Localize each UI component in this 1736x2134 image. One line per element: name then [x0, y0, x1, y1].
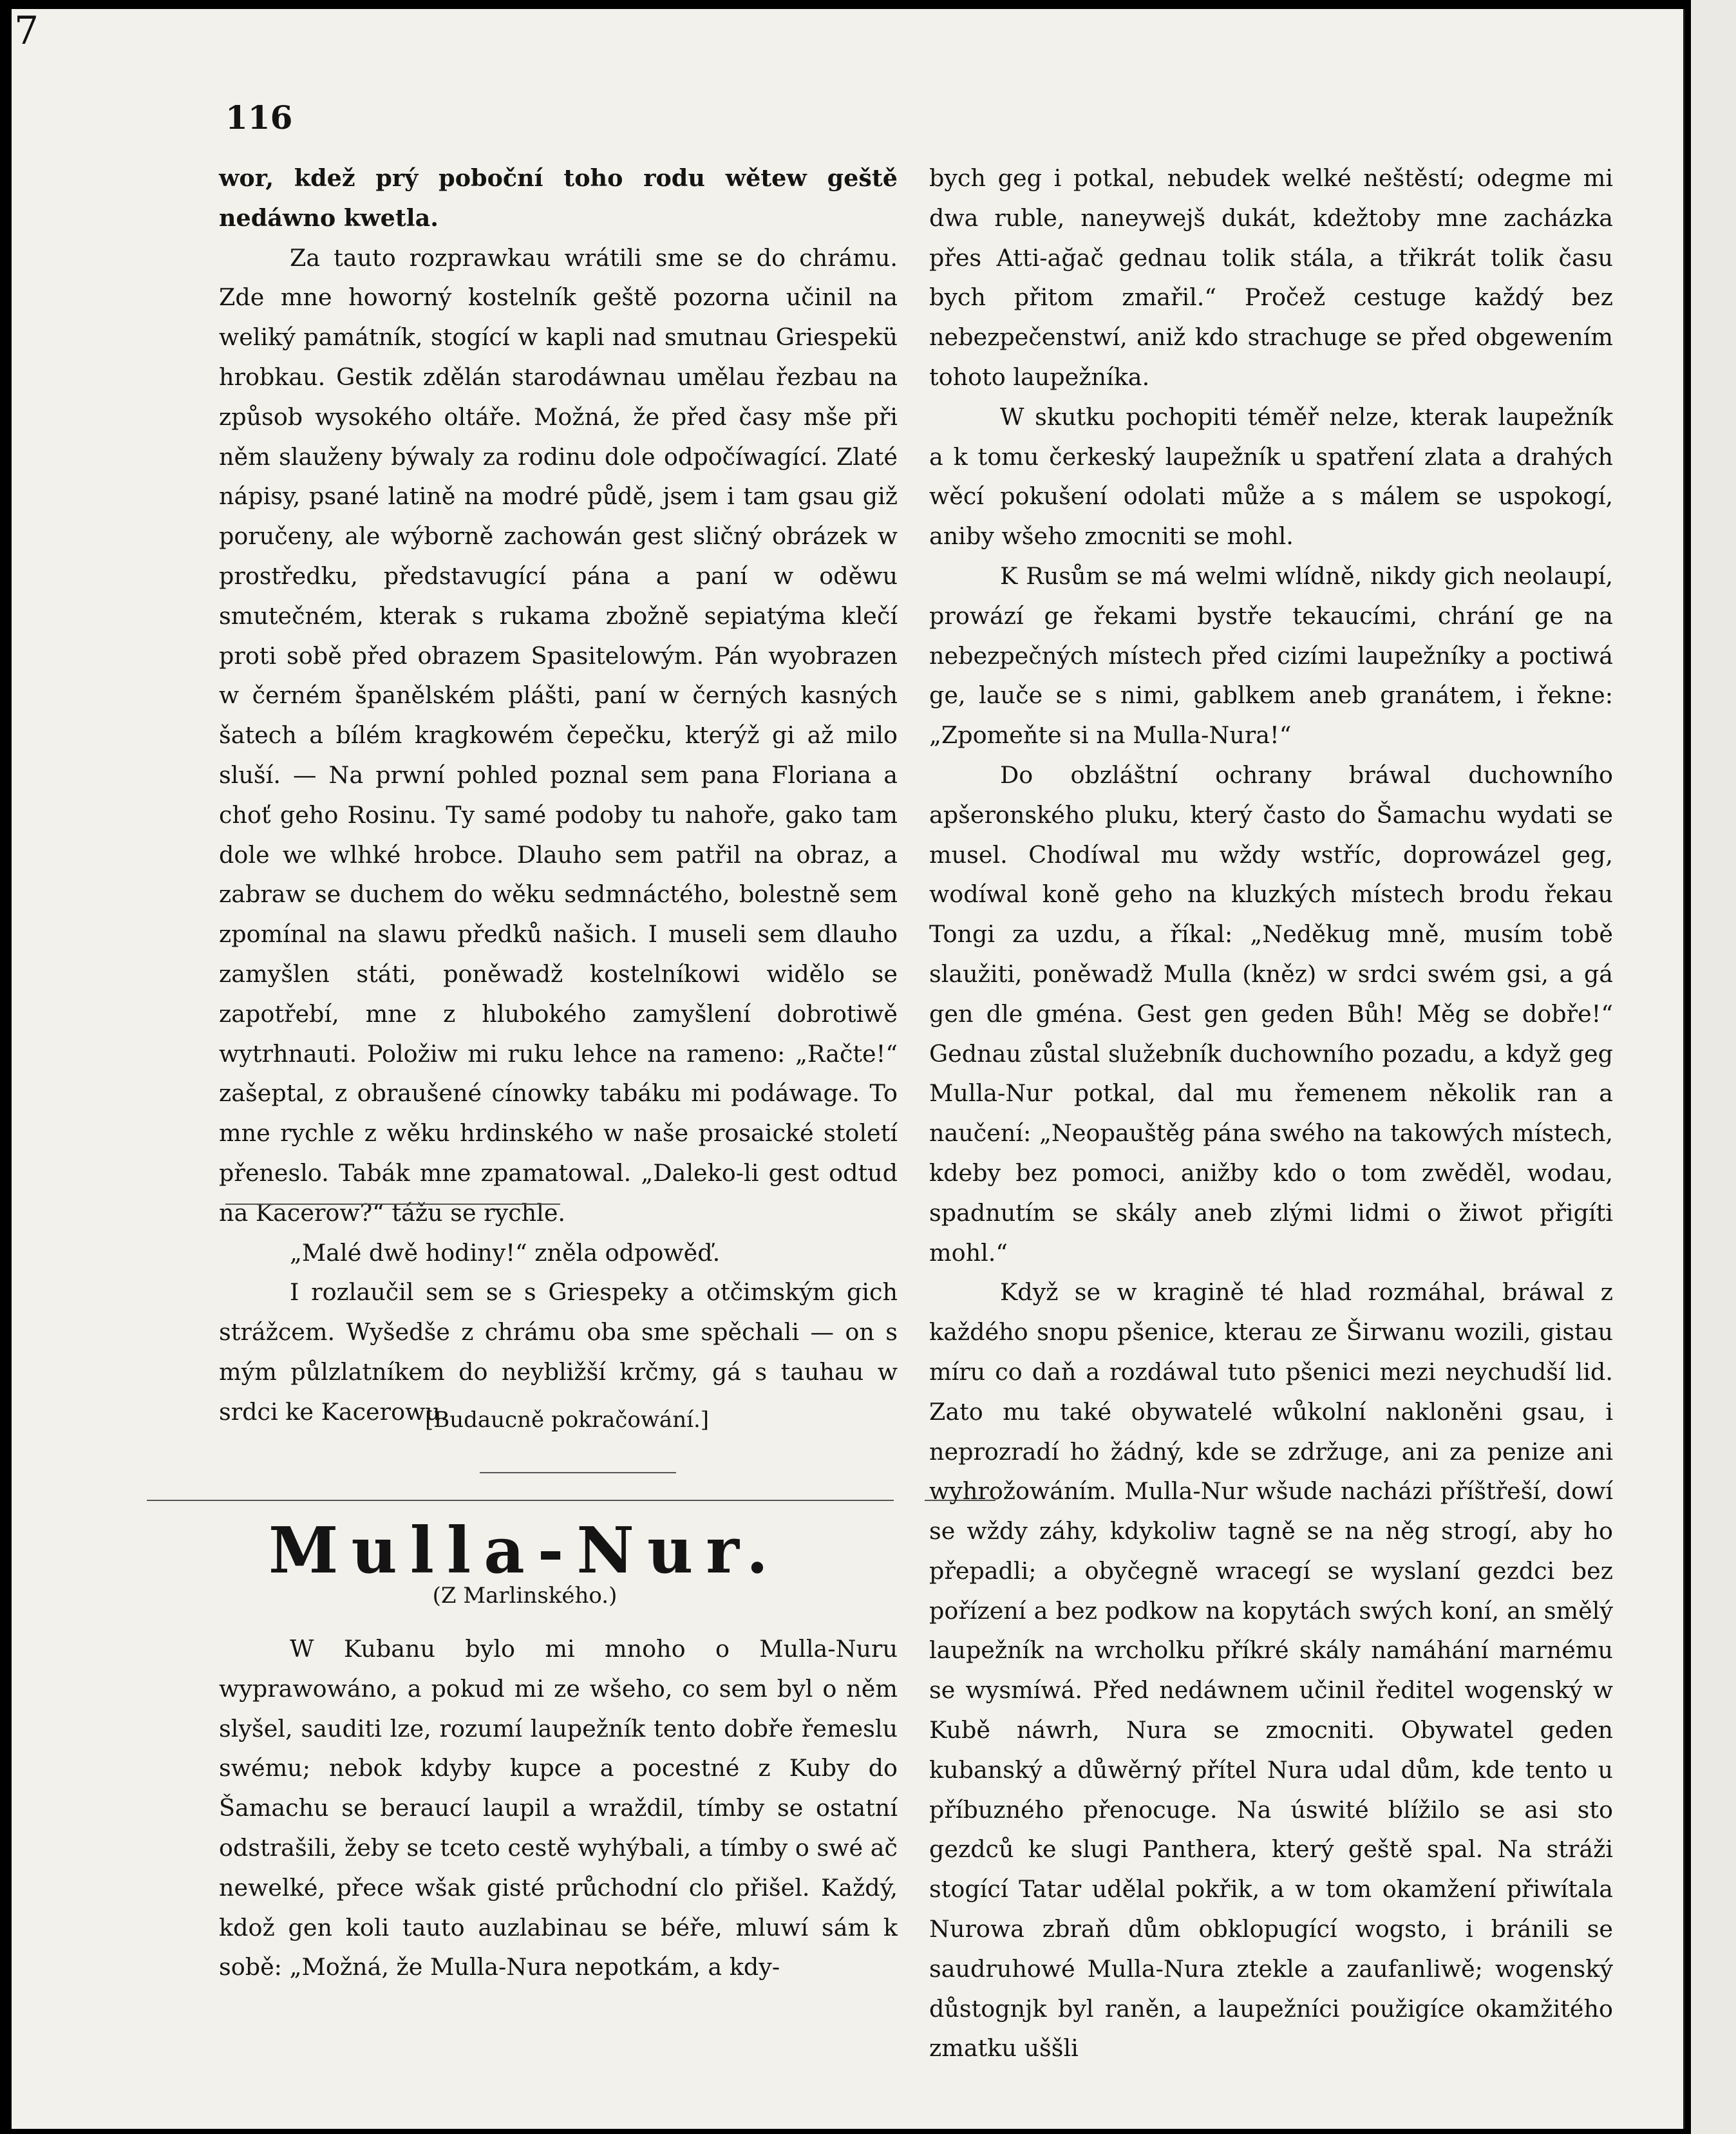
page-number: 116 [225, 99, 293, 137]
left-column [219, 158, 898, 1432]
continued-note: [Budaucně pokračowání.] [425, 1407, 710, 1433]
left-column-article [219, 1629, 898, 1987]
paragraph: Do obzláštní ochrany bráwal duchowního apšeronského pluku, který často do Šamachu wydati se musel. Chodíwal mu wždy wstříc, doprowázel geg, wodíwal koně geho na kluzkých místech brodu řekau Tongi za uzdu, a říkal: „Neděkug mně, musím tobě slaužiti, poněwadž Mulla (kněz) w srdci swém gsi, a gá gen dle gména. Gest gen geden Bůh! Měg se dobře!“ Gednau zůstal služebník duchowního pozadu, a když geg Mulla-Nur potkal, dal mu řemenem několik ran a naučení: „Neopauštěg pána swého na takowých místech, kdeby bez pomoci, anižby kdo o tom zwěděl, wodau, spadnutím se skály aneb zlými lidmi o žiwot přigíti mohl.“ [929, 760, 1613, 1267]
section-divider [147, 1500, 894, 1501]
paragraph: „Malé dwě hodiny!“ zněla odpowěď. [290, 1238, 721, 1267]
paragraph: Když se w kragině té hlad rozmáhal, bráwal z každého snopu pšenice, kterau ze Širwanu wozili, gistau míru co daň a rozdáwal tuto pšenici mezi neychudší lid. Zato mu také obywatelé wůkolní nakloněni gsau, i neprozradí ho žádný, kde se zdržuge, ani za penize ani wyhrožowáním. Mulla-Nur wšude nacházi příštřeší, dowí se wždy záhy, kdykoliw tagně se na něg strogí, aby ho přepadli; a obyčegně wracegí se wyslaní gezdci bez pořízení a bez podkow na kopytách swých koní, an smělý laupežník na wrcholku příkré skály namáhání marnému se wysmíwá. Před nedáwnem učinil ředitel wogenský w Kubě náwrh, Nura se zmocniti. Obywatel geden kubanský a důwěrný přítel Nura udal dům, kde tento u příbuzného přenocuge. Na úswité blížilo se asi sto gezdců ke slugi Panthera, který geště spal. Na stráži stogící Tatar udělal pokřik, a w tom okamžení přiwítala Nurowa zbraň dům obklopugící wogsto, i bránili se saudruhowé Mulla-Nura ztekle a zaufanliwě; wogenský důstognjk byl raněn, a laupežníci použigíce okamžitého zmatku uššli [929, 1278, 1613, 2063]
paragraph: I rozlaučil sem se s Griespeky a otčimským gich strážcem. Wyšedše z chrámu oba sme spěchali — on s mým půlzlatníkem do neybližší krčmy, gá s tauhau w srdci ke Kacerowu. [219, 1278, 898, 1426]
article-title: Mulla-Nur. [269, 1514, 781, 1588]
right-column [929, 158, 1613, 2068]
facing-page-edge [1691, 0, 1736, 2134]
paragraph: W Kubanu bylo mi mnoho o Mulla-Nuru wyprawowáno, a pokud mi ze wšeho, co sem byl o něm slyšel, sauditi lze, rozumí laupežník tento dobře řemeslu swému; nebok kdyby kupce a pocestné z Kuby do Šamachu se beraucí laupil a wraždil, tímby se ostatní odstrašili, žeby se tceto cestě wyhýbali, a tímby o swé ač newelké, přece wšak gisté průchodní clo přišel. Každý, kdož gen koli tauto auzlabinau se béře, mluwí sám k sobě: „Možná, že Mulla-Nura nepotkám, a kdy- [219, 1635, 898, 1981]
rule-line [225, 1204, 560, 1205]
article-source: (Z Marlinského.) [432, 1583, 618, 1609]
rule-line [480, 1472, 676, 1473]
corner-mark: 7 [14, 8, 39, 53]
paragraph: W skutku pochopiti téměř nelze, kterak laupežník a k tomu čerkeský laupežník u spatření zlata a drahých wěcí pokušení odolati může a s málem se uspokogí, aniby wšeho zmocniti se mohl. [929, 402, 1613, 551]
paragraph: Za tauto rozprawkau wrátili sme se do chrámu. Zde mne howorný kostelník geště pozorna učinil na weliký památník, stogící w kapli nad smutnau Griespekü hrobkau. Gestik zdělán starodáwnau umělau řezbau na způsob wysokého oltáře. Možná, že před časy mše při něm slauženy býwaly za rodinu dole odpočíwagící. Zlaté nápisy, psané latině na modré půdě, jsem i tam gsau giž poručeny, ale wýborně zachowán gest sličný obrázek w prostředku, představugící pána a paní w oděwu smutečném, kterak s rukama zbožně sepiatýma klečí proti sobě před obrazem Spasitelowým. Pán wyobrazen w černém španělském plášti, paní w černých kasných šatech a bílém kragkowém čepečku, kterýž gi až milo sluší. — Na prwní pohled poznal sem pana Floriana a choť geho Rosinu. Ty samé podoby tu nahoře, gako tam dole we wlhké hrobce. Dlauho sem patřil na obraz, a zabraw se duchem do wěku sedmnáctého, bolestně sem zpomínal na slawu předků našich. I museli sem dlauho zamyšlen státi, poněwadž kostelníkowi widělo se zapotřebí, mne z hlubokého zamyšlení dobrotiwě wytrhnauti. Položiw mi ruku lehce na rameno: „Račte!“ zašeptal, z obraušené cínowky tabáku mi podáwage. To mne rychle z wěku hrdinského w naše prosaické století přeneslo. Tabák mne zpamatowal. „Daleko-li gest odtud na Kacerow?“ tážu se rychle. [219, 243, 898, 1227]
paragraph: wor, kdež prý poboční toho rodu wětew geště nedáwno kwetla. [219, 164, 898, 232]
paragraph: K Rusům se má welmi wlídně, nikdy gich neolaupí, prowází ge řekami bystře tekaucími, chrání ge na nebezpečných místech před cizími laupežníky a poctiwá ge, lauče se s nimi, gablkem aneb granátem, i řekne: „Zpomeňte si na Mulla-Nura!“ [929, 562, 1613, 750]
paragraph: bych geg i potkal, nebudek welké neštěstí; odegme mi dwa ruble, naneywejš dukát, kdežtoby mne zacházka přes Atti-ağač gednau tolik stála, a třikrát tolik času bych přitom zmařil.“ Pročež cestuge každý bez nebezpečenstwí, aniž kdo strachuge se před obgewením tohoto laupežníka. [929, 164, 1613, 391]
